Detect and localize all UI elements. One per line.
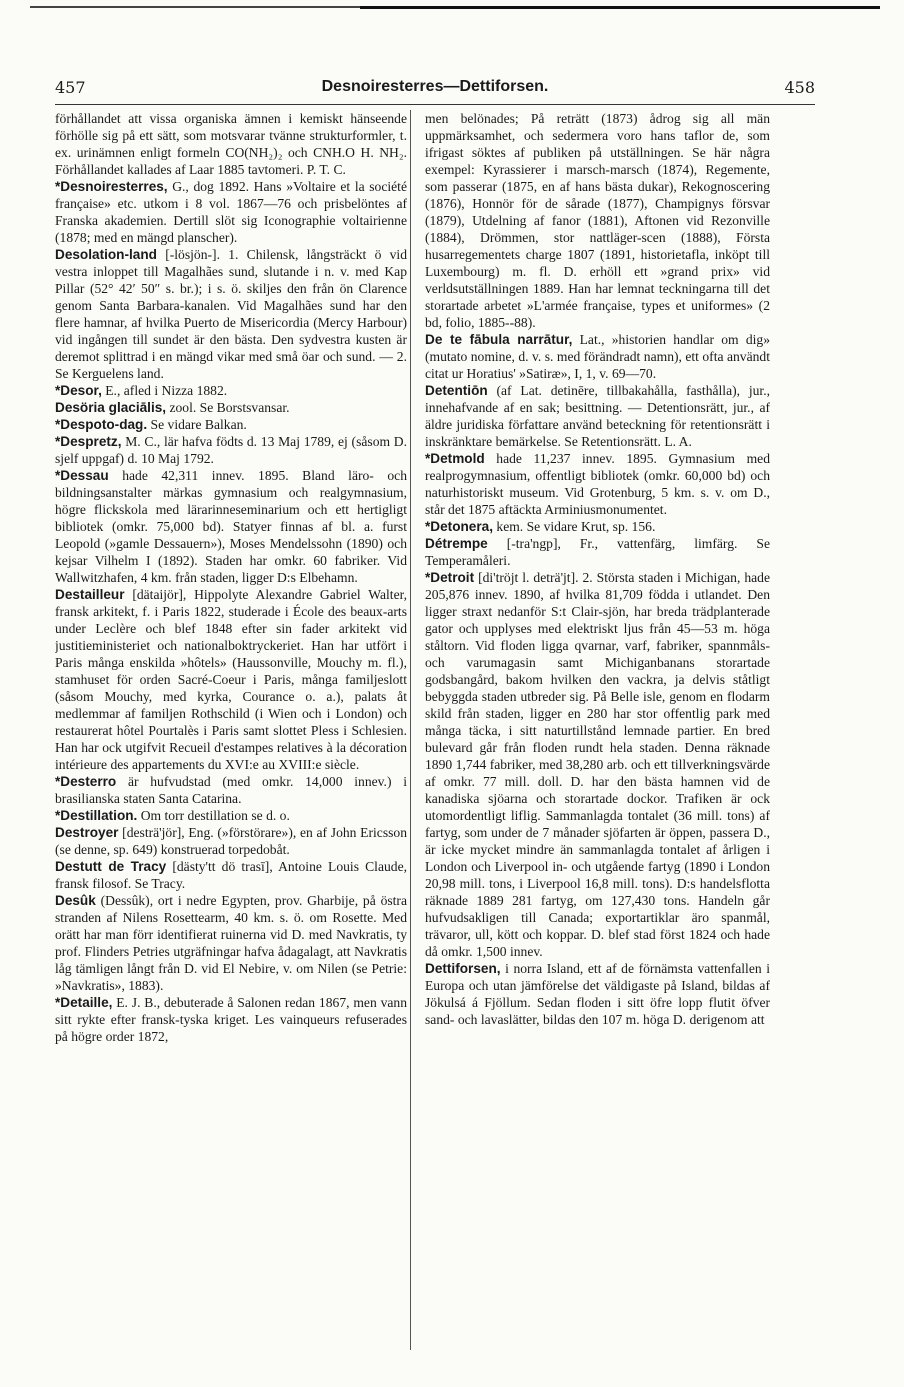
entry-paragraph bbox=[425, 382, 770, 450]
entry-headword: Destailleur bbox=[55, 587, 125, 602]
entry-text: Om torr destillation se d. o. bbox=[137, 808, 290, 823]
entry-text: E. J. B., debuterade å Salonen redan 1867, men vann sitt rykte efter fransk-tyska kriget. Les vainqueurs refuserades på högre order 1872, bbox=[55, 995, 407, 1044]
entry-paragraph bbox=[55, 892, 407, 994]
entry-text: hade 42,311 innev. 1895. Bland läro- och bildningsanstalter märkas gymnasium och realgymnasium, högre flickskola med lärarinneseminarium och ett hertigligt bibliotek (omkr. 75,000 bd). Statyer finnas af bl. a. furst Leopold (»gamle Dessauern»), Moses Mendelssohn (1890) och kejsar Vilhelm I (1892). Staden har omkr. 60 fabriker. Vid Wallwitzhafen, 4 km. från staden, ligger D:s Elbehamn. bbox=[55, 468, 407, 585]
entry-headword: *Desor, bbox=[55, 383, 102, 398]
entry-headword: *Despretz, bbox=[55, 434, 122, 449]
running-title: Desnoiresterres—Dettiforsen. bbox=[321, 78, 549, 95]
entry-headword: *Detaille, bbox=[55, 995, 113, 1010]
entry-paragraph bbox=[425, 110, 770, 331]
left-column bbox=[55, 110, 407, 1350]
entry-headword: Desöria glaciālis, bbox=[55, 400, 167, 415]
column-divider bbox=[410, 110, 411, 1350]
entry-text: (af Lat. detinēre, tillbakahålla, fasthålla), jur., innehafvande af en sak; besittning. — Detentionsrätt, jur., af äldre juridiska författare använd beteckning för retentionsrätt i inskränktare bemärkelse. Se Retentionsrätt. L. A. bbox=[425, 383, 770, 449]
entry-text: Se vidare Balkan. bbox=[147, 417, 247, 432]
entry-text: är hufvudstad (med omkr. 14,000 innev.) i brasilianska staten Santa Catarina. bbox=[55, 774, 407, 806]
entry-text: M. C., lär hafva födts d. 13 Maj 1789, ej (såsom D. sjelf uppgaf) d. 10 Maj 1792. bbox=[55, 434, 407, 466]
entry-text: men belönades; På reträtt (1873) ådrog sig all män uppmärksamhet, och sedermera voro hans taflor de, som ifrigast söktes af publiken på utställningen. Se här några exempel: Kyrassierer i marsch-marsch (1874), Regemente, som passerar (1875, en af hans bästa dukar), Rekognoscering (1876), Honnör för de sårade (1877), Champignys försvar (1879), Utdelning af fanor (1881), Aftonen vid Rezonville (1884), Drömmen, stor nattläger-scen (1888), Första husarregementets charge 1807 (1891, historietafla, inköpt till Luxembourg) m. fl. D. erhöll ett »grand prix» vid verldsutställningen 1889. Han har lemnat teckningarna till det storartade arbetet »L'armée française, types et uniformes» (2 bd, folio, 1885--88). bbox=[425, 111, 770, 330]
entry-headword: Destutt de Tracy bbox=[55, 859, 167, 874]
entry-headword: *Detroit bbox=[425, 570, 475, 585]
entry-headword: *Detonera, bbox=[425, 519, 493, 534]
entry-text: [-tra'ngp], Fr., vattenfärg, limfärg. Se Temperamåleri. bbox=[425, 536, 770, 568]
entry-paragraph bbox=[55, 773, 407, 807]
entry-headword: Desolation-land bbox=[55, 247, 157, 262]
entry-headword: De te fābula narrātur, bbox=[425, 332, 573, 347]
entry-paragraph bbox=[425, 535, 770, 569]
entry-headword: *Detmold bbox=[425, 451, 485, 466]
entry-paragraph bbox=[55, 399, 407, 416]
scan-edge-bar bbox=[360, 6, 880, 9]
entry-paragraph bbox=[425, 960, 770, 1028]
entry-headword: Dettiforsen, bbox=[425, 961, 501, 976]
page-number-right: 458 bbox=[784, 78, 815, 97]
entry-text: Lat., »historien handlar om dig» (mutato nomine, d. v. s. med förändradt namn), ett ofta användt citat ur Horatius' »Satiræ», I, 1, v. 69—70. bbox=[425, 332, 770, 381]
entry-paragraph bbox=[55, 246, 407, 382]
entry-text: E., afled i Nizza 1882. bbox=[101, 383, 228, 398]
entry-headword: Desûk bbox=[55, 893, 96, 908]
entry-paragraph bbox=[55, 994, 407, 1045]
entry-paragraph bbox=[55, 858, 407, 892]
entry-paragraph bbox=[425, 518, 770, 535]
entry-headword: Destroyer bbox=[55, 825, 119, 840]
entry-text: [dästy'tt dö trasī], Antoine Louis Claude, fransk filosof. Se Tracy. bbox=[55, 859, 407, 891]
entry-text: kem. Se vidare Krut, sp. 156. bbox=[493, 519, 656, 534]
entry-text: zool. Se Borstsvansar. bbox=[166, 400, 290, 415]
entry-paragraph bbox=[55, 433, 407, 467]
entry-headword: Detentiōn bbox=[425, 383, 488, 398]
entry-paragraph bbox=[55, 467, 407, 586]
entry-paragraph bbox=[55, 382, 407, 399]
entry-headword: *Desterro bbox=[55, 774, 117, 789]
entry-paragraph bbox=[55, 586, 407, 773]
page-number-left: 457 bbox=[55, 78, 86, 97]
entry-text: [dätaijör], Hippolyte Alexandre Gabriel Walter, fransk arkitekt, f. i Paris 1822, studerade i École des beaux-arts under Leclère och blef 1848 efter sin fader arkitekt vid justitieministeriet och nationalboktryckeriet. Han har utfört i Paris många enskilda »hôtels» (Haussonville, Mouchy m. fl.), stamhuset för orden Sacré-Coeur i Paris, många familjeslott (såsom Mouchy, med kyrka, Courance o. a.), palats åt medlemmar af familjen Rothschild (i Wien och i London) och restaurerat hôtel Pourtalès i Paris samt slottet Pless i Schlesien. Han har ock utgifvit Recueil d'estampes relatives à la décoration intérieure des appartements du XVI:e au XVIII:e siècle. bbox=[55, 587, 407, 772]
entry-paragraph bbox=[55, 416, 407, 433]
header-rule bbox=[55, 104, 815, 105]
entry-text: hade 11,237 innev. 1895. Gymnasium med realprogymnasium, offentligt bibliotek (omkr. 60,000 bd) och naturhistoriskt museum. Vid Grotenburg, 5 km. s. v. om D., står det 1875 aftäckta Arminiusmonumentet. bbox=[425, 451, 770, 517]
entry-paragraph bbox=[55, 824, 407, 858]
entry-headword: Détrempe bbox=[425, 536, 488, 551]
entry-paragraph bbox=[55, 178, 407, 246]
entry-text: [di'tröjt l. deträ'jt]. 2. Största staden i Michigan, hade 205,876 innev. 1890, af hvilka 81,709 födda i utlandet. Den ligger straxt nedanför S:t Clair-sjön, har breda trädplanterade gator och upplyses med elektriskt ljus från 45—53 m. höga ståltorn. Vid floden ligga qvarnar, varf, fabriker, spannmåls- och varumagasin samt Michiganbanans storartade godsbangård, bakom hvilken den vackra, ja delvis ståtligt bebyggda staden utbreder sig. På Belle isle, genom en flodarm skild från staden, ligger en 280 har stor offentlig park med många täcka, i sitt naturtillstånd lemnade partier. En bred bulevard går från floden rundt hela staden. Denna räknade 1890 1,744 fabriker, med 38,280 arb. och ett tillverkningsvärde af omkr. 77 mill. doll. D. har den bästa hamnen vid de kanadiska sjöarna och storartade dockor. Trafiken är ock utomordentligt liflig. Sammanlagda tontalet (36 mill. tons) af fartyg, som under de 7 månader sjöfarten är öppen, passera D., är icke mycket mindre än sammanlagda tontalet af årligen i London och Liverpool in- och utgående fartyg (1890 i London 20,98 mill. tons, i Liverpool 16,8 mill. tons). D:s handelsflotta räknade 1889 281 fartyg, om 127,430 tons. Handeln går hufvudsakligen till Canada; exportartiklar äro spanmål, trävaror, ull, kött och koppar. D. blef stad först 1824 och hade då omkr. 1,500 innev. bbox=[425, 570, 770, 959]
entry-paragraph bbox=[55, 807, 407, 824]
entry-paragraph bbox=[55, 110, 407, 178]
entry-text: G., dog 1892. Hans »Voltaire et la société française» etc. utkom i 8 vol. 1867—76 och prisbelöntes af Franska akademien. Dertill slöt sig Iconographie voltairienne (1878; med en mängd planscher). bbox=[55, 179, 407, 245]
entry-text: [desträ'jör], Eng. (»förstörare»), en af John Ericsson (se denne, sp. 649) konstruerad torpedobåt. bbox=[55, 825, 407, 857]
entry-headword: *Desnoiresterres, bbox=[55, 179, 168, 194]
entry-text: förhållandet att vissa organiska ämnen i kemiskt hänseende förhölle sig på ett sätt, som motsvarar tvänne strukturformler, t. ex. urinämnen enligt formeln CO(NH₂)₂ och CNH.O H. NH₂. Förhållandet kallades af Laar 1885 tavtomeri. P. T. C. bbox=[55, 111, 407, 177]
entry-paragraph bbox=[425, 569, 770, 960]
entry-headword: *Destillation. bbox=[55, 808, 138, 823]
entry-text: [-lösjön-]. 1. Chilensk, långsträckt ö vid vestra inloppet till Magalhães sund, slutande i n. v. med Kap Pillar (52° 42′ 50″ s. br.); i s. ö. skiljes den från ön Clarence genom Santa Barbara-kanalen. Vid Magalhães sund har den flere hamnar, af hvilka Puerto de Misericordia (Mercy Harbour) vid ingången till sundet är den bästa. Den sydvestra kusten är deremot splittrad i en mängd vikar med små öar och sund. — 2. Se Kerguelens land. bbox=[55, 247, 407, 381]
right-column bbox=[425, 110, 770, 1350]
entry-headword: *Despoto-dag. bbox=[55, 417, 148, 432]
entry-text: i norra Island, ett af de förnämsta vattenfallen i Europa och utan jämförelse det väldigaste på Island, bildas af Jökulsá á Fjöllum. Sedan floden i sitt öfre lopp flutit öfver sand- och lavaslätter, bildas den 107 m. höga D. derigenom att bbox=[425, 961, 770, 1027]
page-header bbox=[55, 78, 815, 102]
entry-text: (Dessûk), ort i nedre Egypten, prov. Gharbije, på östra stranden af Nilens Rosettearm, 40 km. s. ö. om Rosette. Med orätt har man förr identifierat ruinerna vid D. med Navkratis, ty prof. Flinders Petries utgräfningar hafva ådagalagt, att Navkratis låg tämligen långt från D. vid El Nebire, v. om Nilen (se Petrie: »Navkratis», 1883). bbox=[55, 893, 407, 993]
entry-paragraph bbox=[425, 450, 770, 518]
entry-paragraph bbox=[425, 331, 770, 382]
entry-headword: *Dessau bbox=[55, 468, 109, 483]
